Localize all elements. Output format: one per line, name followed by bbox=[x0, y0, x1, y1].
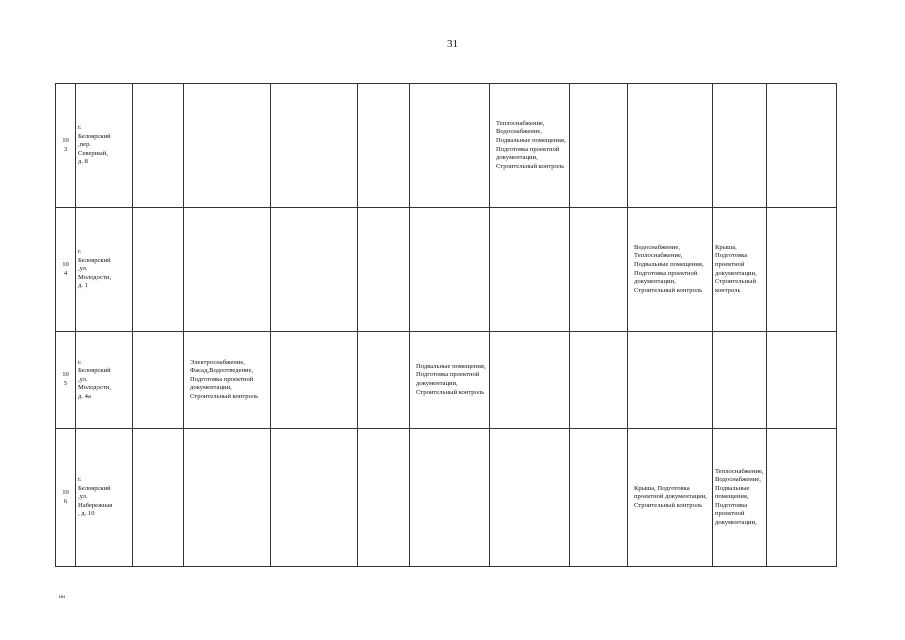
table-row bbox=[56, 429, 837, 567]
row-number: 10 3 bbox=[56, 84, 76, 208]
work-cell bbox=[358, 332, 410, 429]
work-cell bbox=[184, 208, 271, 332]
work-cell bbox=[570, 429, 628, 567]
work-cell bbox=[766, 332, 836, 429]
address-cell: г. Белоярский ,ул. Набережная , д. 10 bbox=[76, 429, 133, 567]
work-cell bbox=[410, 429, 490, 567]
work-cell bbox=[713, 84, 767, 208]
work-cell: Крыша, Подготовка проектной документации, Строительный контроль bbox=[628, 429, 713, 567]
address-cell: г. Белоярский ,пер. Северный, д. 8 bbox=[76, 84, 133, 208]
work-cell bbox=[490, 208, 570, 332]
row-number: 10 4 bbox=[56, 208, 76, 332]
work-cell: Подвальные помещения, Подготовка проектной документации, Строительный контроль bbox=[410, 332, 490, 429]
work-cell bbox=[358, 208, 410, 332]
table-row bbox=[56, 84, 837, 208]
work-cell bbox=[570, 84, 628, 208]
row-number: 10 5 bbox=[56, 332, 76, 429]
work-cell bbox=[766, 84, 836, 208]
address-cell: г. Белоярский ,ул. Молодости, д. 4а bbox=[76, 332, 133, 429]
work-cell bbox=[766, 429, 836, 567]
work-cell bbox=[133, 84, 184, 208]
work-cell bbox=[184, 84, 271, 208]
work-cell bbox=[184, 429, 271, 567]
work-cell bbox=[271, 429, 358, 567]
table-row bbox=[56, 332, 837, 429]
work-cell bbox=[490, 332, 570, 429]
work-cell bbox=[490, 429, 570, 567]
work-cell bbox=[570, 208, 628, 332]
footer-mark: ии bbox=[59, 594, 65, 600]
work-cell: Теплоснабжение, Водоснабжение, Подвальные помещения, Подготовка проектной документации, bbox=[713, 429, 767, 567]
page-number: 31 bbox=[447, 38, 458, 50]
address-cell: г. Белоярский ,ул. Молодости, д. 1 bbox=[76, 208, 133, 332]
work-cell bbox=[271, 208, 358, 332]
work-cell bbox=[358, 84, 410, 208]
works-table bbox=[55, 83, 837, 567]
work-cell bbox=[410, 208, 490, 332]
work-cell bbox=[358, 429, 410, 567]
work-cell: Теплоснабжение, Водоснабжение, Подвальные помещения, Подготовка проектной документации, Строительный контроль bbox=[490, 84, 570, 208]
work-cell bbox=[628, 84, 713, 208]
work-cell bbox=[133, 332, 184, 429]
work-cell: Водоснабжение, Теплоснабжение, Подвальные помещения, Подготовка проектной документации, Строительный контроль bbox=[628, 208, 713, 332]
work-cell bbox=[271, 332, 358, 429]
work-cell bbox=[713, 332, 767, 429]
work-cell bbox=[133, 429, 184, 567]
work-cell bbox=[410, 84, 490, 208]
work-cell: Крыша, Подготовка проектной документации, Строительный контроль bbox=[713, 208, 767, 332]
work-cell bbox=[766, 208, 836, 332]
table-row bbox=[56, 208, 837, 332]
work-cell bbox=[628, 332, 713, 429]
work-cell bbox=[133, 208, 184, 332]
work-cell: Электроснабжение, Фасад,Водоотведение, Подготовка проектной документации, Строительный контроль bbox=[184, 332, 271, 429]
work-cell bbox=[570, 332, 628, 429]
row-number: 10 6 bbox=[56, 429, 76, 567]
work-cell bbox=[271, 84, 358, 208]
